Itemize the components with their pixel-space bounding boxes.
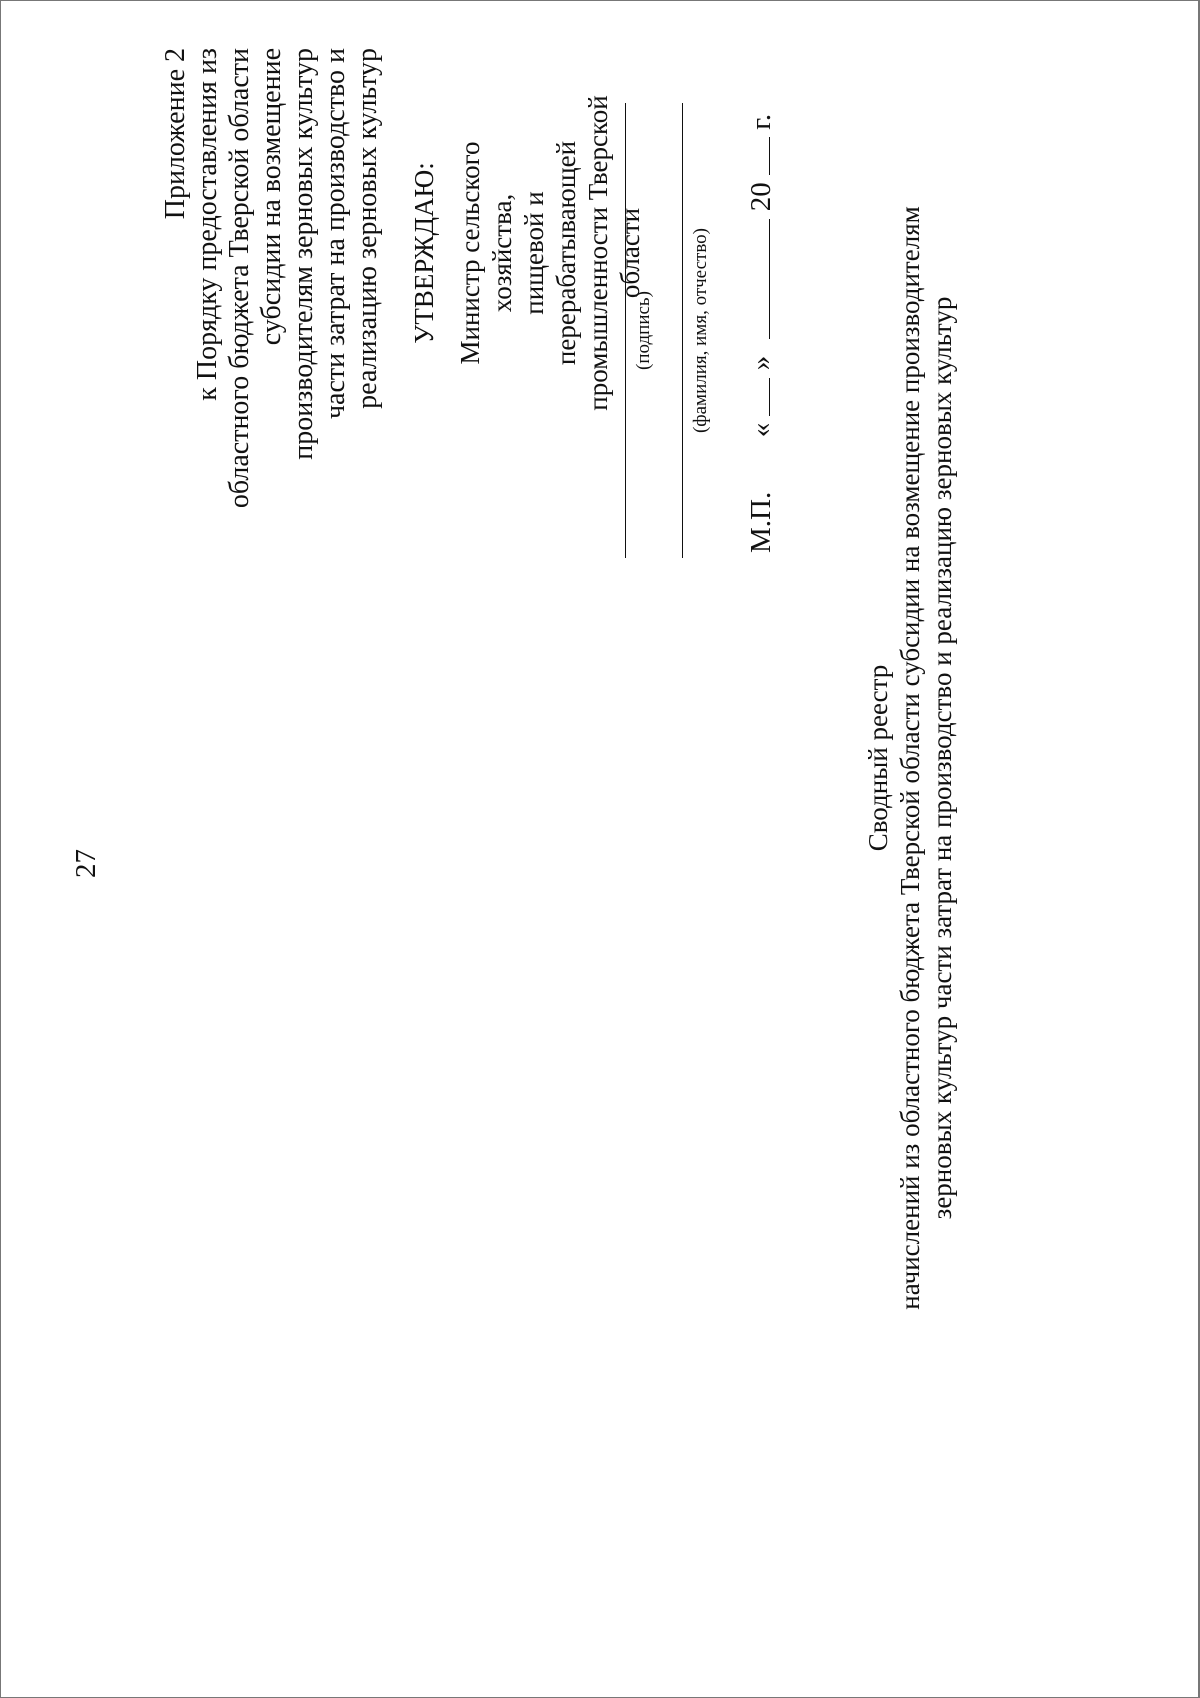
appendix-line: части затрат на производство и	[320, 48, 351, 420]
position-line: промышленности Тверской	[583, 95, 613, 411]
signature-line	[625, 103, 626, 558]
page-number: 27	[70, 849, 102, 878]
appendix-line: к Порядку предоставления из	[192, 48, 223, 401]
name-line	[682, 103, 683, 558]
approval-block	[408, 88, 646, 418]
signature-caption: (подпись)	[633, 291, 654, 370]
date-open-quote: «	[745, 422, 777, 438]
year-blank	[747, 137, 770, 175]
day-blank	[747, 378, 770, 416]
appendix-line: Приложение 2	[160, 48, 191, 220]
stamp-date-line	[745, 83, 778, 553]
month-blank	[747, 219, 770, 339]
position-line: Министр сельского хозяйства,	[455, 141, 517, 365]
appendix-line: производителям зерновых культур	[288, 48, 319, 460]
appendix-line: реализацию зерновых культур	[352, 48, 383, 409]
position-line: пищевой и перерабатывающей	[519, 140, 581, 366]
name-caption: (фамилия, имя, отчество)	[690, 228, 711, 434]
stamp-label: М.П.	[745, 491, 777, 553]
position-line: области	[615, 207, 645, 299]
date-close-quote: »	[745, 355, 777, 371]
appendix-line: областного бюджета Тверской области	[224, 48, 255, 509]
year-suffix: г.	[745, 113, 777, 130]
year-prefix: 20	[745, 182, 777, 212]
registry-title: Сводный реестр	[863, 664, 893, 852]
approve-heading: УТВЕРЖДАЮ:	[409, 162, 439, 344]
registry-line: зерновых культур части затрат на производство и реализацию зерновых культур	[927, 296, 957, 1220]
registry-line: начислений из областного бюджета Тверской области субсидии на возмещение производителям	[895, 206, 925, 1310]
registry-heading	[862, 118, 958, 1398]
appendix-line: субсидии на возмещение	[256, 48, 287, 346]
appendix-block	[160, 48, 384, 568]
